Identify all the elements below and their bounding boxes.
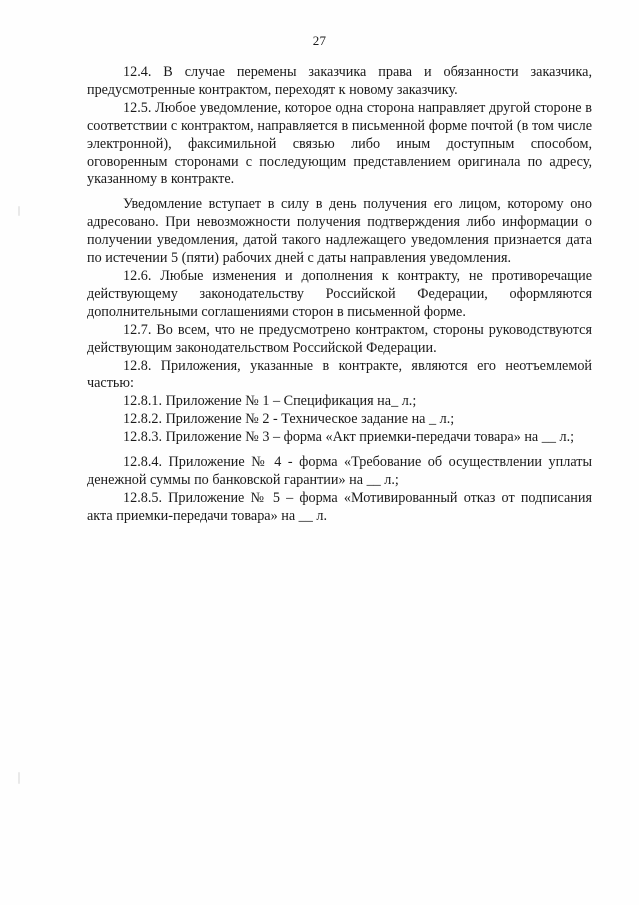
paragraph-notice-effect: Уведомление вступает в силу в день получения его лицом, которому оно адресовано. При невозможности получения подтверждения либо информации о получении уведомления, датой такого надлежащего уведомления признается дата по истечении 5 (пяти) рабочих дней с даты направления уведомления. xyxy=(87,196,592,267)
page-number: 27 xyxy=(312,33,327,48)
paragraph-12-7: 12.7. Во всем, что не предусмотрено контрактом, стороны руководствуются действующим законодательством Российской Федерации. xyxy=(87,321,592,356)
paragraph-12-6: 12.6. Любые изменения и дополнения к контракту, не противоречащие действующему законодательству Российской Федерации, оформляются дополнительными соглашениями сторон в письменной форме. xyxy=(87,267,592,320)
paragraph-12-4: 12.4. В случае перемены заказчика права и обязанности заказчика, предусмотренные контрактом, переходят к новому заказчику. xyxy=(87,64,592,98)
contract-section-12 xyxy=(87,64,592,526)
scan-artifact-left-bottom xyxy=(18,772,20,784)
paragraph-12-8-3: 12.8.3. Приложение № 3 – форма «Акт приемки-передачи товара» на __ л.; xyxy=(123,429,575,446)
paragraph-12-8-4: 12.8.4. Приложение № 4 - форма «Требование об осуществлении уплаты денежной суммы по банковской гарантии» на __ л.; xyxy=(87,454,592,488)
paragraph-12-8-2: 12.8.2. Приложение № 2 - Техническое задание на _ л.; xyxy=(123,411,455,428)
paragraph-12-8-1: 12.8.1. Приложение № 1 – Спецификация на_ л.; xyxy=(123,393,417,410)
paragraph-12-5: 12.5. Любое уведомление, которое одна сторона направляет другой стороне в соответствии с контрактом, направляется в письменной форме почтой (в том числе электронной), факсимильной связью либо иным доступным способом, оговоренным сторонами с последующим представлением оригинала по адресу, указанному в контракте. xyxy=(87,99,592,188)
paragraph-12-8: 12.8. Приложения, указанные в контракте, являются его неотъемлемой частью: xyxy=(87,357,592,392)
paragraph-12-8-5: 12.8.5. Приложение № 5 – форма «Мотивированный отказ от подписания акта приемки-передачи товара» на __ л. xyxy=(87,489,592,524)
scan-artifact-left-top xyxy=(18,206,20,216)
